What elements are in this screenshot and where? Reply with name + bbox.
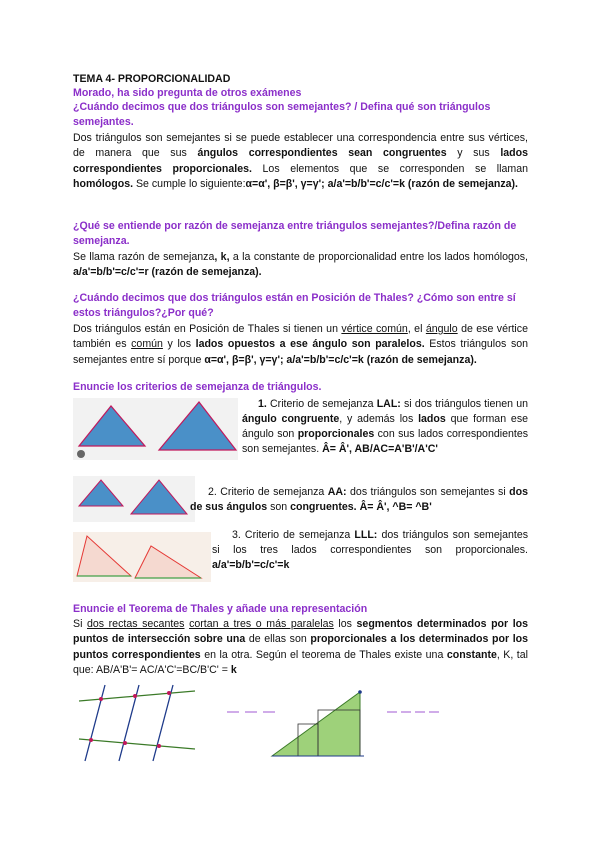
criterio-3-lll: LLL:	[354, 529, 378, 541]
answer-1-text-4: Se cumple lo siguiente:	[133, 178, 246, 191]
thales-text-3: de ellas son	[245, 633, 311, 646]
criterio-1-bold-prop: proporcionales	[297, 428, 375, 440]
question-2: ¿Qué se entiende por razón de semejanza entre triángulos semejantes?/Defina razón de semejanza.	[73, 220, 517, 248]
criterio-1-formula: Â= Â', AB/AC=A'B'/A'C'	[322, 443, 438, 455]
criterio-3-text: 3. Criterio de semejanza	[232, 529, 355, 541]
answer-2-text: Se llama razón de semejanza	[73, 251, 215, 263]
criterio-1-bold-angle: ángulo congruente	[242, 413, 340, 425]
answer-3-bold: lados opuestos a ese ángulo son paralelos.	[195, 338, 425, 351]
answer-3-vertice: vértice común	[341, 323, 408, 335]
answer-3	[73, 322, 528, 368]
criterio-2-text-3: son	[267, 501, 291, 513]
answer-3-text-4: y los	[162, 338, 196, 351]
criterio-2-text: 2. Criterio de semejanza	[208, 486, 328, 498]
thales-ratios-right	[385, 704, 445, 724]
question-1: ¿Cuándo decimos que dos triángulos son semejantes? / Defina qué son triángulos semejantes.	[73, 101, 491, 129]
lal-triangles-figure	[73, 398, 238, 460]
criterio-1-text: Criterio de semejanza	[266, 398, 377, 410]
answer-3-angulo: ángulo	[425, 323, 458, 335]
answer-3-text-2: , el	[407, 323, 426, 335]
criterio-1-text-5: con sus lados correspondientes son semejantes.	[242, 428, 529, 455]
lll-triangles-figure	[73, 532, 211, 582]
thales-paralelas: cortan a tres o más paralelas	[189, 618, 334, 630]
criterio-3	[212, 528, 528, 573]
point-a-prime	[89, 738, 93, 742]
answer-1-text-3: Los elementos que se corresponden se llaman	[251, 162, 528, 175]
point-b-prime	[123, 741, 127, 745]
criterio-2-aa: AA:	[327, 486, 347, 498]
criterio-2-formula: Â= Â', ^B= ^B'	[356, 501, 432, 513]
answer-1-text: Dos triángulos son semejantes si se puede establecer una correspondencia entre sus vértices, de manera que sus	[73, 132, 528, 160]
criterio-2-text-2: dos triángulos son semejantes si	[346, 486, 510, 498]
criterio-1-lal: LAL:	[376, 398, 401, 410]
thales-triangle-figure	[268, 686, 368, 764]
criterio-2-bold: dos de sus ángulos	[190, 486, 528, 513]
thales-lines-figure	[77, 683, 197, 763]
answer-3-comun: común	[131, 338, 163, 351]
answer-3-formula: α=α', β=β', γ=γ'; a/a'=b/b'=c/c'=k (razón de semejanza).	[204, 353, 477, 366]
answer-1-bold-angles: ángulos correspondientes sean congruentes	[197, 147, 447, 160]
criterio-1-number: 1.	[258, 398, 267, 410]
parallel-line-3	[153, 685, 173, 761]
answer-3-text-3: de ese vértice también es	[73, 323, 528, 351]
answer-2-k: , k,	[214, 251, 230, 263]
question-thales: Enuncie el Teorema de Thales y añade una representación	[73, 603, 368, 615]
aa-triangles-figure	[73, 476, 195, 522]
answer-3-text: Dos triángulos están en Posición de Thales si tienen un	[73, 323, 342, 335]
heading: TEMA 4- PROPORCIONALIDAD	[73, 73, 231, 85]
parallel-line-1	[85, 685, 105, 761]
criterio-1-bold-lados: lados	[418, 413, 446, 425]
thales-bold-2: proporcionales a los determinados por los puntos correspondientes	[73, 633, 528, 661]
answer-thales	[73, 617, 528, 679]
answer-1-text-2: y sus	[446, 147, 501, 160]
thales-text: Si	[73, 618, 87, 630]
point-b	[133, 694, 137, 698]
criterio-3-formula: a/a'=b/b'=c/c'=k	[212, 559, 290, 571]
point-c-prime	[157, 744, 161, 748]
exam-note: Morado, ha sido pregunta de otros exámenes	[73, 87, 302, 99]
criterio-2-bold-2: congruentes.	[290, 501, 357, 513]
criterio-1-text-3: , y además los	[339, 413, 419, 425]
answer-2-formula: a/a'=b/b'=c/c'=r (razón de semejanza).	[73, 266, 262, 279]
thales-text-5: , K, tal que: AB/A'B'= AC/A'C'=BC/B'C' =	[73, 648, 529, 677]
thales-vertex	[358, 690, 362, 694]
secant-line-2	[79, 739, 195, 749]
answer-3-text-5: Estos triángulos son semejantes entre sí porque	[73, 338, 529, 366]
thales-constante: constante	[446, 648, 497, 661]
point-a	[99, 697, 103, 701]
question-3: ¿Cuándo decimos que dos triángulos están en Posición de Thales? ¿Cómo son entre sí estos triángulos?¿Por qué?	[73, 292, 516, 320]
answer-1-bold-sides: lados correspondientes proporcionales.	[73, 147, 528, 175]
answer-1	[73, 131, 528, 193]
criterio-1-text-2: si dos triángulos tienen un	[400, 398, 529, 410]
answer-2-text-2: a la constante de proporcionalidad entre los lados homólogos,	[229, 251, 528, 263]
thales-text-4: en la otra. Según el teorema de Thales existe una	[200, 648, 447, 661]
thales-bold-1: segmentos determinados por los puntos de intersección sobre una	[73, 618, 529, 646]
thales-k: k	[230, 664, 237, 677]
question-criterios: Enuncie los criterios de semejanza de triángulos.	[73, 381, 322, 393]
answer-1-bold-homologos: homólogos.	[73, 178, 134, 191]
thales-secantes: dos rectas secantes	[87, 618, 185, 630]
figure-gear-icon	[77, 450, 85, 458]
criterio-2	[190, 485, 528, 515]
answer-1-formula: α=α', β=β', γ=γ'; a/a'=b/b'=c/c'=k (razón de semejanza).	[245, 178, 518, 191]
criterio-1	[242, 397, 528, 457]
criterio-1-text-4: que forman ese ángulo son	[242, 413, 529, 440]
criterio-3-text-2: dos triángulos son semejantes si los tres lados correspondientes son proporcionales.	[212, 529, 529, 556]
point-c	[167, 691, 171, 695]
thales-text-2: los	[333, 618, 357, 630]
answer-2	[73, 250, 528, 281]
